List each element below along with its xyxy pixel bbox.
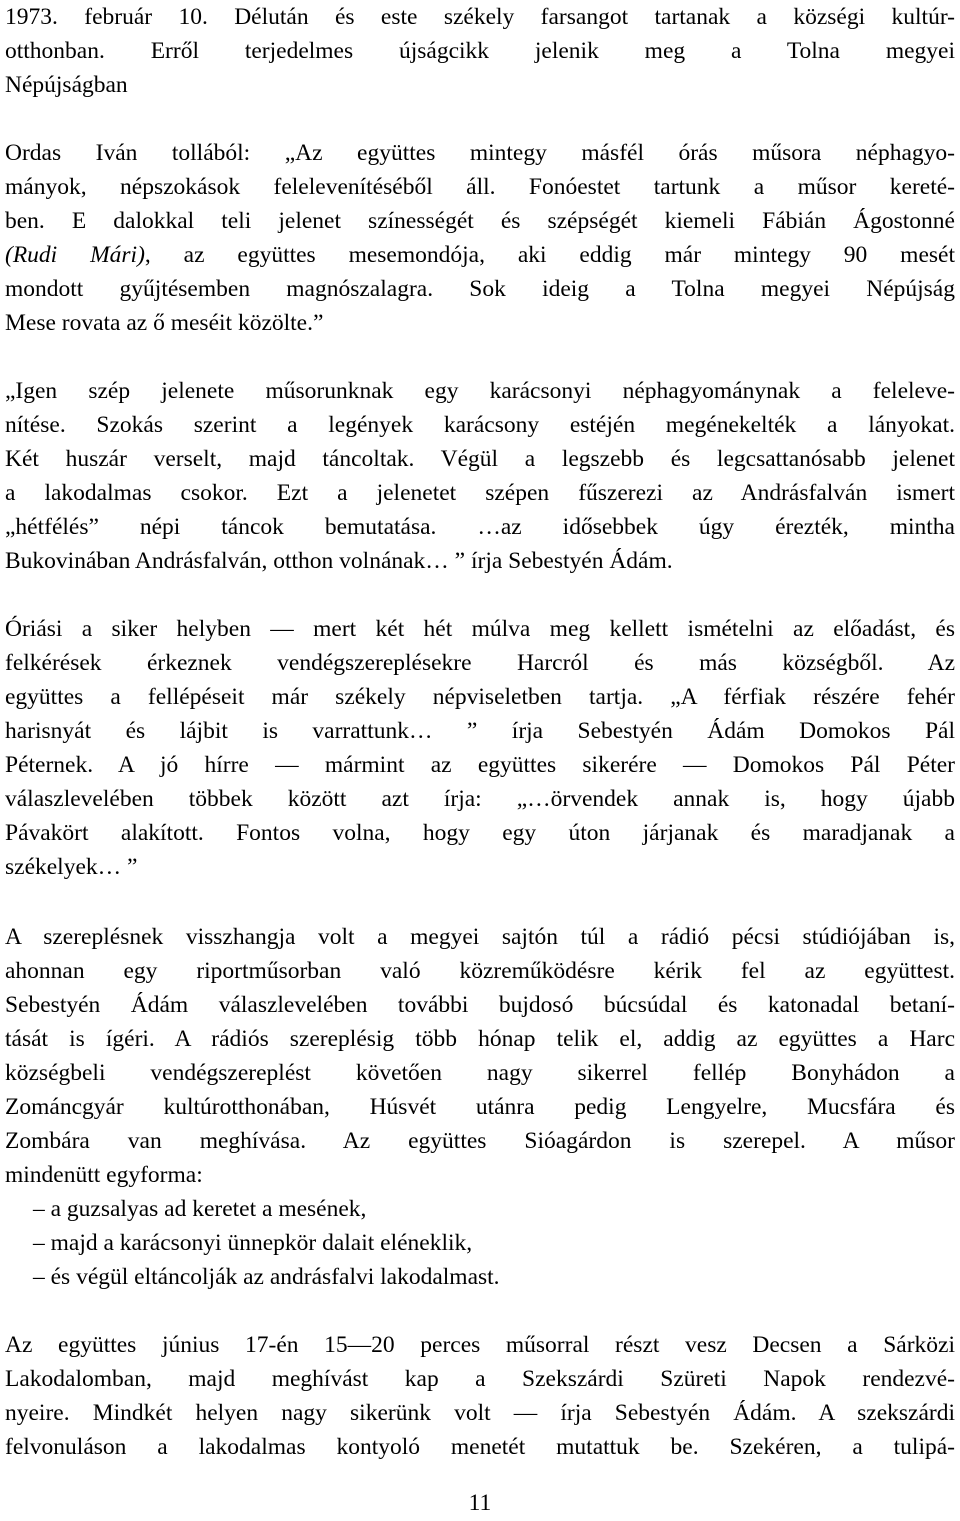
text-line: 1973. február 10. Délután és este székely farsangot tartanak a községi kultúr- xyxy=(5,4,955,30)
text-line: felvonuláson a lakodalmas kontyoló menetét mutattuk be. Szekéren, a tulipá- xyxy=(5,1434,955,1460)
bullet-item: – a guzsalyas ad keretet a mesének, xyxy=(33,1196,367,1222)
text-line: Két huszár verselt, majd táncoltak. Végül a legszebb és legcsattanósabb jelenet xyxy=(5,446,955,472)
text-line: Mese rovata az ő meséit közölte.” xyxy=(5,310,324,336)
text-line: Zombára van meghívása. Az együttes Sióagárdon is szerepel. A műsor xyxy=(5,1128,955,1154)
text-line: felkérések érkeznek vendégszereplésekre Harcról és más községből. Az xyxy=(5,650,955,676)
bullet-item: – és végül eltáncolják az andrásfalvi lakodalmast. xyxy=(33,1264,500,1290)
text-line: (Rudi Mári), az együttes mesemondója, aki eddig már mintegy 90 mesét xyxy=(5,242,955,268)
text-line: „hétfélés” népi táncok bemutatása. …az idősebbek úgy érezték, mintha xyxy=(5,514,955,540)
text-line: községbeli vendégszereplést követően nagy sikerrel fellép Bonyhádon a xyxy=(5,1060,955,1086)
text-line: székelyek… ” xyxy=(5,854,138,880)
text-line: harisnyát és lájbit is varrattunk… ” írja Sebestyén Ádám Domokos Pál xyxy=(5,718,955,744)
text-line: Óriási a siker helyben — mert két hét múlva meg kellett ismételni az előadást, és xyxy=(5,616,955,642)
document-page xyxy=(5,0,955,1521)
text-line: ahonnan egy riportműsorban való közreműködésre kérik fel az együttest. xyxy=(5,958,955,984)
text-line: Lakodalomban, majd meghívást kap a Szekszárdi Szüreti Napok rendezvé- xyxy=(5,1366,955,1392)
text-line: válaszlevelében többek között azt írja: „…örvendek annak is, hogy újabb xyxy=(5,786,955,812)
text-line: Pávakört alakított. Fontos volna, hogy egy úton járjanak és maradjanak a xyxy=(5,820,955,846)
text-line: Zománcgyár kultúrotthonában, Húsvét utánra pedig Lengyelre, Mucsfára és xyxy=(5,1094,955,1120)
italic-name: (Rudi Mári) xyxy=(5,242,145,268)
text-line: Bukovinában Andrásfalván, otthon volnának… ” írja Sebestyén Ádám. xyxy=(5,548,673,574)
text-line: együttes a fellépéseit már székely népviseletben tartja. „A férfiak részére fehér xyxy=(5,684,955,710)
text-line: mindenütt egyforma: xyxy=(5,1162,203,1188)
text-line: ben. E dalokkal teli jelenet színességét és szépségét kiemeli Fábián Ágostonné xyxy=(5,208,955,234)
text-line: Sebestyén Ádám válaszlevelében további bujdosó búcsúdal és katonadal betaní- xyxy=(5,992,955,1018)
text-line: otthonban. Erről terjedelmes újságcikk jelenik meg a Tolna megyei xyxy=(5,38,955,64)
text-line: tását is ígéri. A rádiós szereplésig több hónap telik el, addig az együttes a Harc xyxy=(5,1026,955,1052)
text-line: nítése. Szokás szerint a legények karácsony estéjén megénekelték a lányokat. xyxy=(5,412,955,438)
text-line: A szereplésnek visszhangja volt a megyei sajtón túl a rádió pécsi stúdiójában is, xyxy=(5,924,955,950)
text-line: mondott gyűjtésemben magnószalagra. Sok ideig a Tolna megyei Népújság xyxy=(5,276,955,302)
bullet-item: – majd a karácsonyi ünnepkör dalait eléneklik, xyxy=(33,1230,473,1256)
text-line: a lakodalmas csokor. Ezt a jelenetet szépen fűszerezi az Andrásfalván ismert xyxy=(5,480,955,506)
text-line: nyeire. Mindkét helyen nagy sikerünk volt — írja Sebestyén Ádám. A szekszárdi xyxy=(5,1400,955,1426)
text-line: Népújságban xyxy=(5,72,128,98)
text-line: Ordas Iván tollából: „Az együttes mintegy másfél órás műsora néphagyo- xyxy=(5,140,955,166)
page-number: 11 xyxy=(468,1490,492,1516)
text-line: Az együttes június 17-én 15—20 perces műsorral részt vesz Decsen a Sárközi xyxy=(5,1332,955,1358)
text-line: mányok, népszokások felelevenítéséből áll. Fonóestet tartunk a műsor kereté- xyxy=(5,174,955,200)
text-line: „Igen szép jelenete műsorunknak egy karácsonyi néphagyománynak a feleleve- xyxy=(5,378,955,404)
text-line: Péternek. A jó hírre — mármint az együttes sikerére — Domokos Pál Péter xyxy=(5,752,955,778)
